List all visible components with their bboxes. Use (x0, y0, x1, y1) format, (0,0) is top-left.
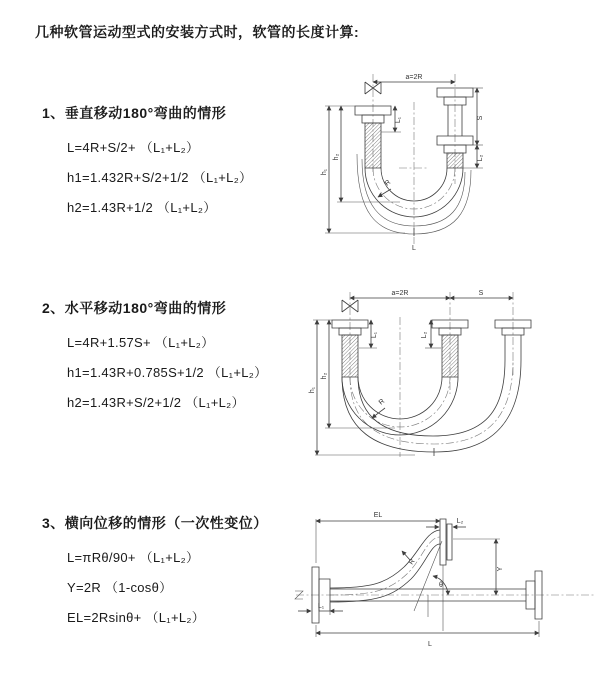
left-braid (365, 123, 381, 168)
dim-label-l2: L₂ (477, 154, 484, 162)
dim-label-h2: h₂ (333, 153, 340, 161)
dim-label-l2: L₂ (421, 331, 428, 339)
section1-heading: 1、垂直移动180°弯曲的情形 (42, 105, 227, 121)
section1-formula-l: L=4R+S/2+ （L₁+L₂） (67, 140, 200, 155)
hose-position2-outer (342, 360, 521, 452)
dim-label-l1: L₁ (317, 603, 325, 610)
dim-label-theta: θ (439, 582, 443, 589)
hose-displaced-bottom (330, 544, 440, 602)
dim-label-l1: L₁ (395, 116, 402, 124)
section2-formula-h2: h2=1.43R+S/2+1/2 （L₁+L₂） (67, 395, 245, 410)
dim-label-l2: L₂ (456, 518, 464, 525)
section2-heading: 2、水平移动180°弯曲的情形 (42, 300, 227, 316)
section3-formula-y: Y=2R （1-cosθ） (67, 580, 173, 595)
dim-label-r: R (377, 397, 387, 407)
diagram-vertical-180 (305, 62, 590, 265)
section3-formula-l: L=πRθ/90+ （L₁+L₂） (67, 550, 200, 565)
section1-formula-h1: h1=1.432R+S/2+1/2 （L₁+L₂） (67, 170, 253, 185)
section2-formula-l: L=4R+1.57S+ （L₁+L₂） (67, 335, 215, 350)
hose-displaced-top (330, 530, 440, 588)
dim-label-r: R (407, 557, 417, 567)
dim-label-l-length: L (428, 641, 432, 648)
dim-label-a2r: a=2R (391, 290, 409, 297)
dim-label-y: Y (497, 566, 504, 572)
hose-assembly (312, 519, 542, 631)
section3-heading: 3、横向位移的情形（一次性变位） (42, 515, 268, 531)
left-braid (342, 335, 358, 377)
page-title: 几种软管运动型式的安装方式时，软管的长度计算: (35, 24, 360, 40)
middle-braid (442, 335, 458, 377)
dimension-lines (298, 512, 539, 648)
dim-label-l-length: L (412, 245, 416, 252)
dim-label-a2r: a=2R (405, 74, 423, 81)
dim-label-l1: L₁ (371, 331, 378, 339)
dimension-lines (309, 290, 513, 455)
right-braid (447, 153, 463, 168)
dim-label-r: R (383, 178, 393, 188)
centerlines (350, 292, 513, 457)
section1-formula-h2: h2=1.43R+1/2 （L₁+L₂） (67, 200, 217, 215)
dim-label-h1: h₁ (321, 168, 328, 176)
dim-label-el: EL (373, 512, 383, 519)
dim-label-s: S (477, 115, 484, 121)
dim-label-h1: h₁ (309, 386, 316, 394)
upper-flange (440, 519, 446, 565)
diagram-lateral-displacement (290, 503, 600, 668)
hose-assembly (332, 320, 531, 456)
section2-formula-h1: h1=1.43R+0.785S+1/2 （L₁+L₂） (67, 365, 268, 380)
section3-formula-el: EL=2Rsinθ+ （L₁+L₂） (67, 610, 206, 625)
dim-label-s: S (478, 290, 484, 297)
diagram-horizontal-180 (295, 282, 595, 482)
dim-label-h2: h₂ (321, 372, 328, 380)
